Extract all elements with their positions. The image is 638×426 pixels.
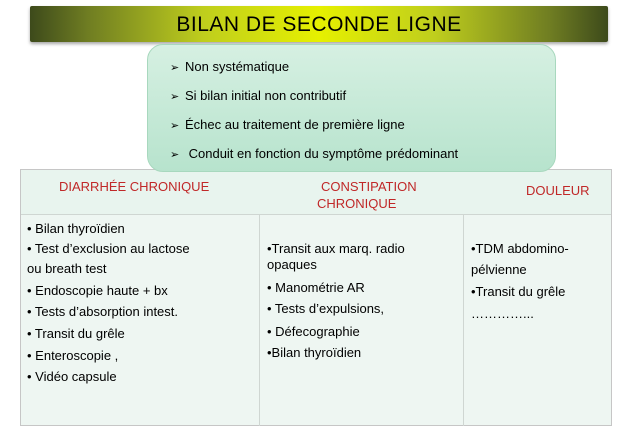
diarrhee-item: • Bilan thyroïdien — [27, 221, 125, 236]
header-constipation-line1: CONSTIPATION — [321, 179, 417, 194]
header-diarrhee: DIARRHÉE CHRONIQUE — [59, 179, 210, 194]
constipation-item: • Tests d’expulsions, — [267, 301, 385, 316]
douleur-item: •Transit du grêle — [471, 284, 566, 299]
constipation-item: • Défecographie — [267, 324, 360, 339]
column-divider — [259, 215, 260, 426]
info-item-label: Si bilan initial non contributif — [185, 88, 347, 103]
diarrhee-item: • Test d’exclusion au lactose — [27, 241, 190, 256]
info-item-label: Échec au traitement de première ligne — [185, 117, 405, 132]
arrow-bullet-icon: ➢ — [170, 149, 180, 161]
diarrhee-item: ou breath test — [27, 261, 107, 276]
header-douleur: DOULEUR — [526, 183, 590, 198]
douleur-item: …………... — [471, 306, 534, 321]
douleur-item: •TDM abdomino- — [471, 241, 569, 256]
arrow-bullet-icon: ➢ — [170, 91, 180, 103]
constipation-item: •Transit aux marq. radio — [267, 241, 405, 256]
diarrhee-item: • Vidéo capsule — [27, 369, 117, 384]
title-bar — [30, 6, 608, 42]
info-item-label: Conduit en fonction du symptôme prédominant — [185, 146, 459, 161]
info-item-conduit — [170, 146, 458, 161]
slide-title: BILAN DE SECONDE LIGNE — [176, 13, 462, 36]
info-item-echec-traitement — [170, 117, 405, 132]
diarrhee-item: • Enteroscopie , — [27, 348, 119, 363]
douleur-item: pélvienne — [471, 262, 527, 277]
diarrhee-item: • Tests d’absorption intest. — [27, 304, 179, 319]
constipation-item: •Bilan thyroïdien — [267, 345, 362, 360]
column-divider — [463, 215, 464, 426]
header-constipation-line2: CHRONIQUE — [317, 196, 397, 211]
info-item-label: Non systématique — [185, 59, 290, 74]
diarrhee-item: • Transit du grêle — [27, 326, 125, 341]
constipation-item: opaques — [267, 257, 317, 272]
info-item-bilan-initial — [170, 88, 346, 103]
arrow-bullet-icon: ➢ — [170, 62, 180, 74]
constipation-item: • Manométrie AR — [267, 280, 365, 295]
diarrhee-item: • Endoscopie haute + bx — [27, 283, 168, 298]
arrow-bullet-icon: ➢ — [170, 120, 180, 132]
info-item-non-systematique — [170, 59, 289, 74]
symptom-table — [20, 169, 612, 426]
info-box — [147, 44, 556, 172]
